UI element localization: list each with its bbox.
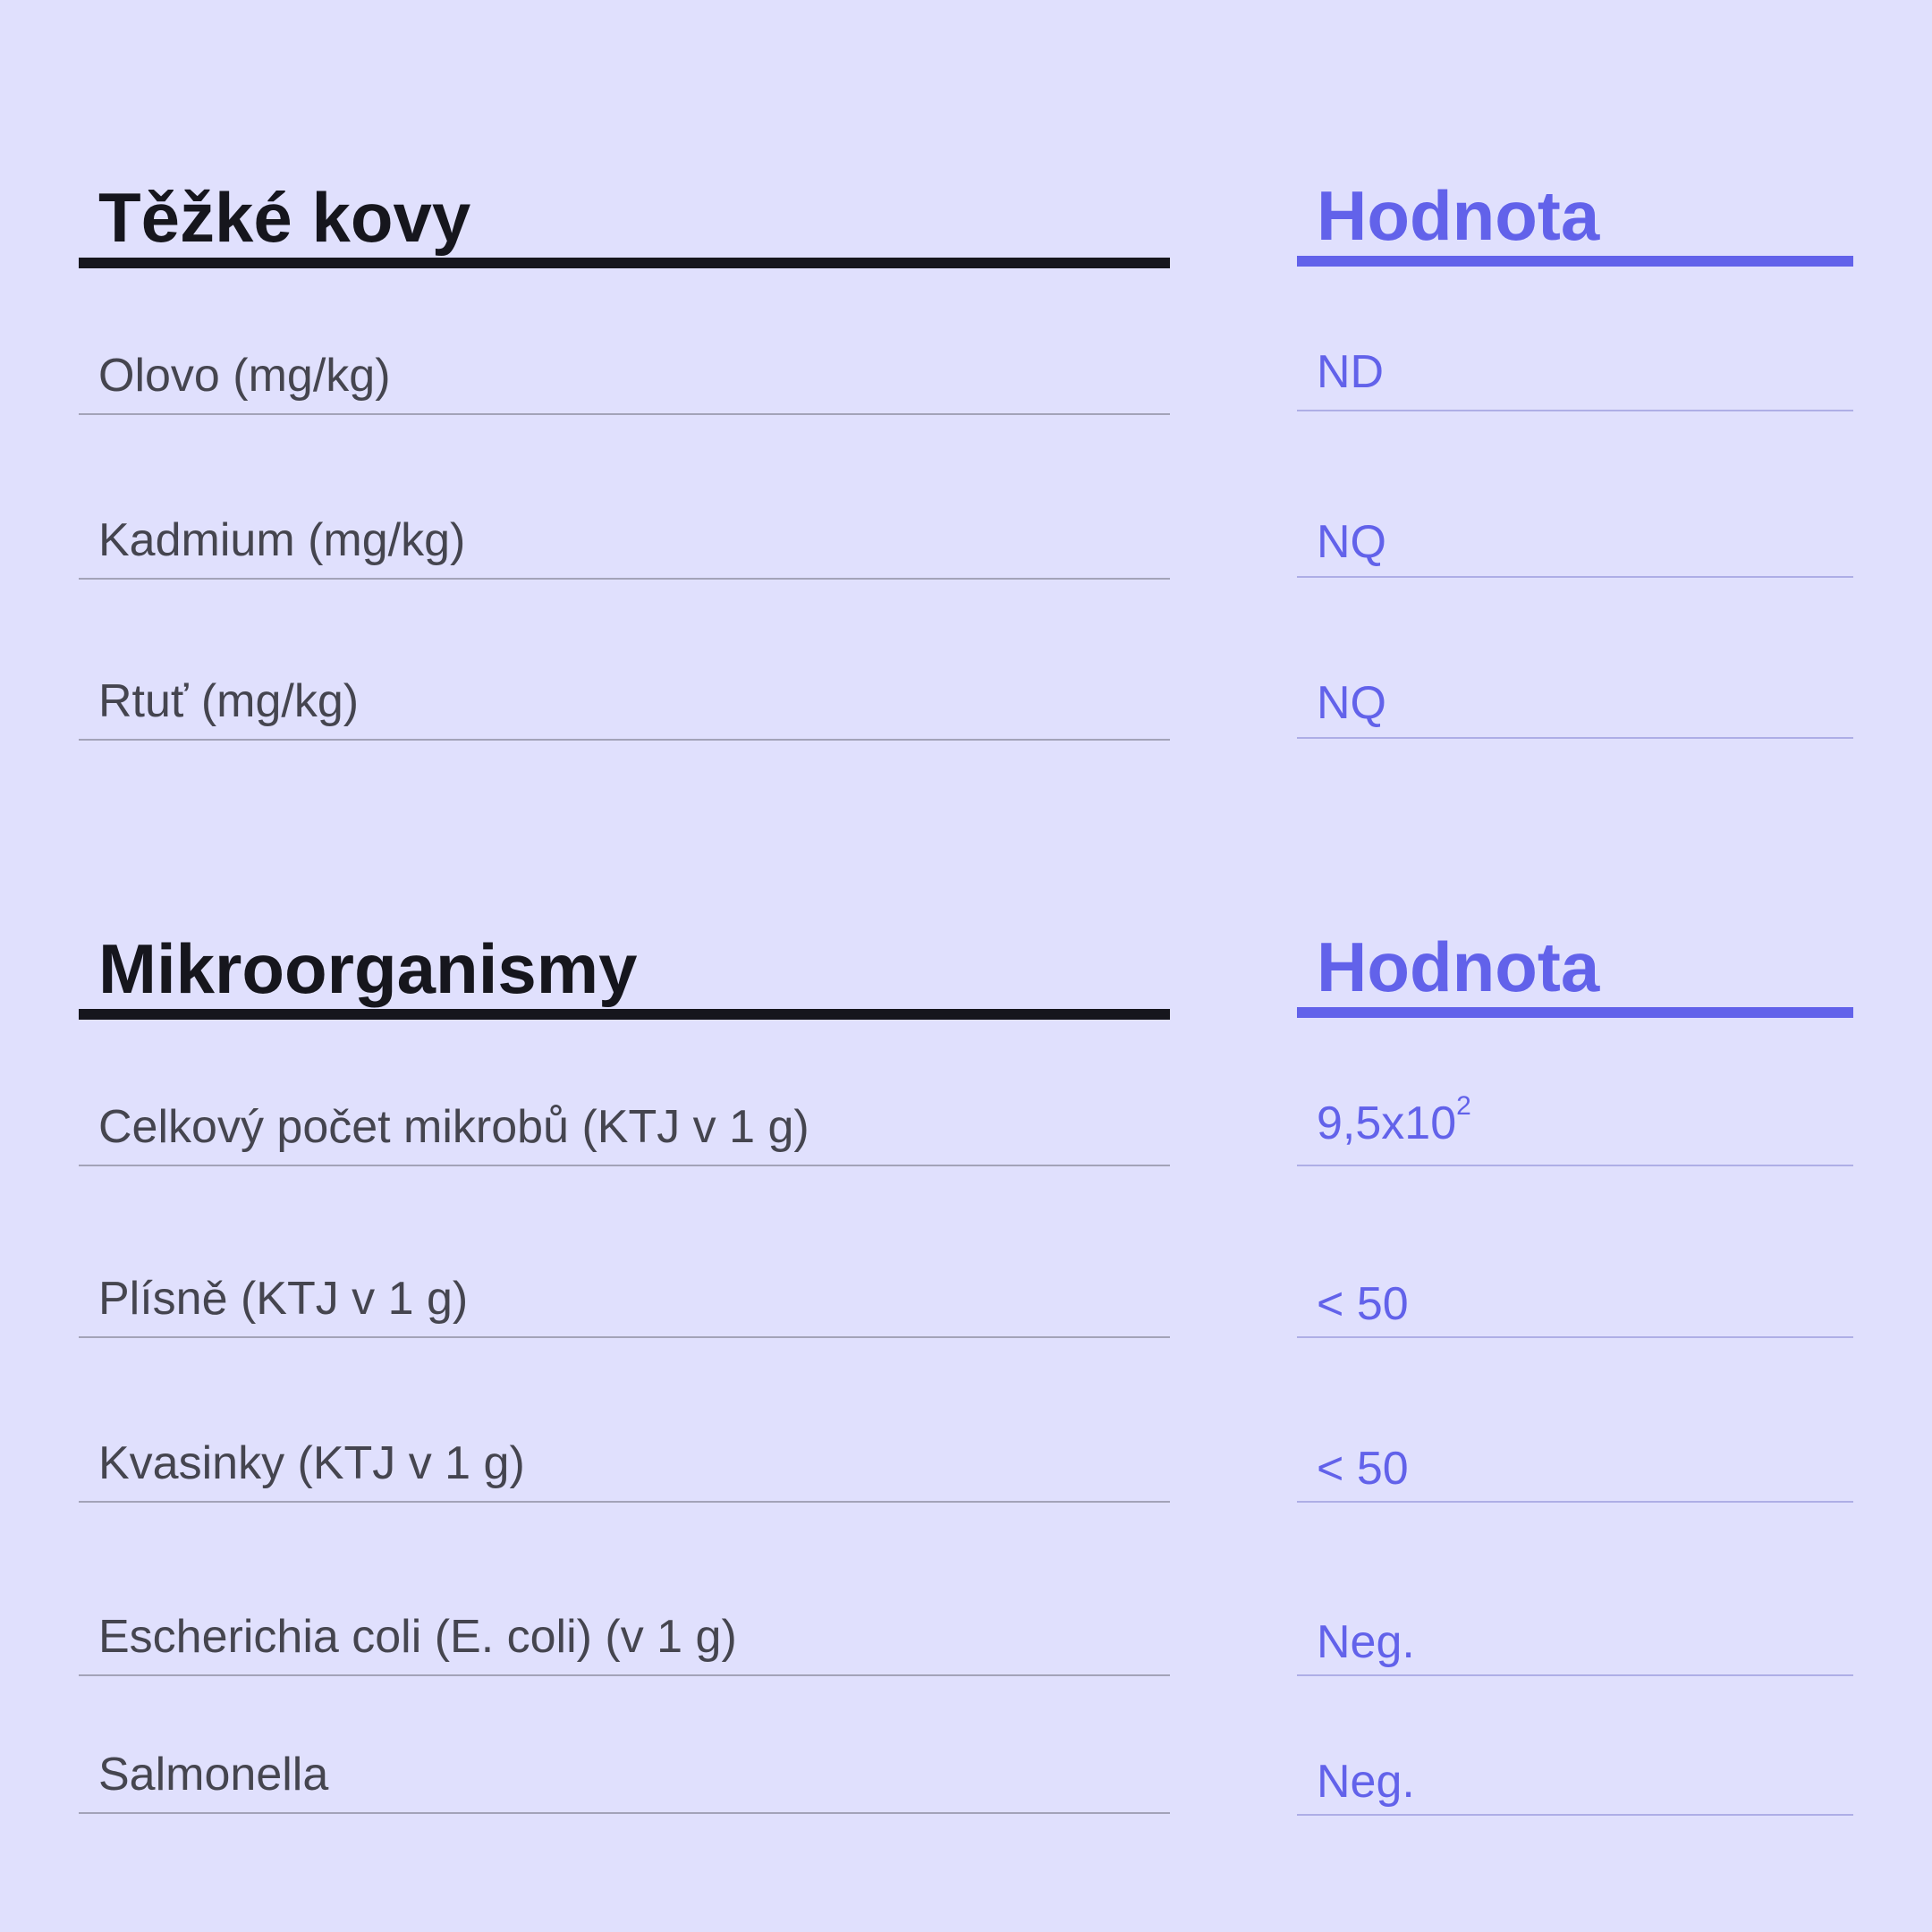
row-divider — [1297, 410, 1853, 411]
heavy-metals-heading — [79, 179, 1170, 268]
table-row-label — [79, 1611, 1170, 1676]
row-value: Neg. — [1317, 1616, 1415, 1668]
row-divider — [79, 413, 1170, 415]
row-divider — [1297, 576, 1853, 578]
heading-rule — [1297, 1007, 1853, 1018]
table-row-label — [79, 675, 1170, 741]
table-row-label — [79, 514, 1170, 580]
table-row-label — [79, 350, 1170, 415]
row-label: Olovo (mg/kg) — [98, 350, 391, 402]
row-value: < 50 — [1317, 1278, 1409, 1330]
row-value: ND — [1317, 346, 1385, 398]
row-divider — [1297, 737, 1853, 739]
row-divider — [1297, 1674, 1853, 1676]
row-label: Plísně (KTJ v 1 g) — [98, 1273, 469, 1325]
table-row-value — [1297, 1278, 1853, 1338]
table-row-value — [1297, 1091, 1853, 1166]
heavy-metals-title: Těžké kovy — [98, 178, 471, 257]
row-divider — [79, 1674, 1170, 1676]
row-divider — [79, 1812, 1170, 1814]
table-row-value — [1297, 677, 1853, 739]
row-divider — [1297, 1165, 1853, 1166]
table-row-value — [1297, 1756, 1853, 1816]
row-divider — [79, 1165, 1170, 1166]
table-row-label — [79, 1101, 1170, 1166]
heavy-metals-value-heading — [1297, 177, 1853, 267]
value-header: Hodnota — [1317, 176, 1600, 255]
row-label: Celkový počet mikrobů (KTJ v 1 g) — [98, 1101, 809, 1153]
table-row-value — [1297, 516, 1853, 578]
row-divider — [79, 1336, 1170, 1338]
row-divider — [1297, 1501, 1853, 1503]
table-row-label — [79, 1273, 1170, 1338]
row-divider — [79, 578, 1170, 580]
row-value: NQ — [1317, 516, 1386, 568]
table-row-value — [1297, 1616, 1853, 1676]
row-label: Rtuť (mg/kg) — [98, 675, 360, 727]
value-header: Hodnota — [1317, 928, 1600, 1006]
heading-rule — [79, 1009, 1170, 1020]
row-value: < 50 — [1317, 1443, 1409, 1495]
row-value: Neg. — [1317, 1756, 1415, 1808]
table-row-label — [79, 1749, 1170, 1814]
row-value — [1317, 1091, 1471, 1149]
table-row-label — [79, 1437, 1170, 1503]
row-label: Kvasinky (KTJ v 1 g) — [98, 1437, 525, 1489]
row-value: NQ — [1317, 677, 1386, 729]
table-row-value — [1297, 346, 1853, 411]
row-label: Escherichia coli (E. coli) (v 1 g) — [98, 1611, 737, 1663]
row-divider — [79, 739, 1170, 741]
heading-rule — [79, 258, 1170, 268]
row-divider — [1297, 1814, 1853, 1816]
microorganisms-heading — [79, 930, 1170, 1020]
microorganisms-title: Mikroorganismy — [98, 929, 638, 1008]
microorganisms-value-heading — [1297, 928, 1853, 1018]
row-divider — [1297, 1336, 1853, 1338]
heading-rule — [1297, 256, 1853, 267]
table-row-value — [1297, 1443, 1853, 1503]
row-label: Kadmium (mg/kg) — [98, 514, 466, 566]
row-divider — [79, 1501, 1170, 1503]
row-label: Salmonella — [98, 1749, 329, 1801]
value-base: 9,5x10 — [1317, 1097, 1457, 1149]
value-exponent: 2 — [1456, 1091, 1471, 1121]
